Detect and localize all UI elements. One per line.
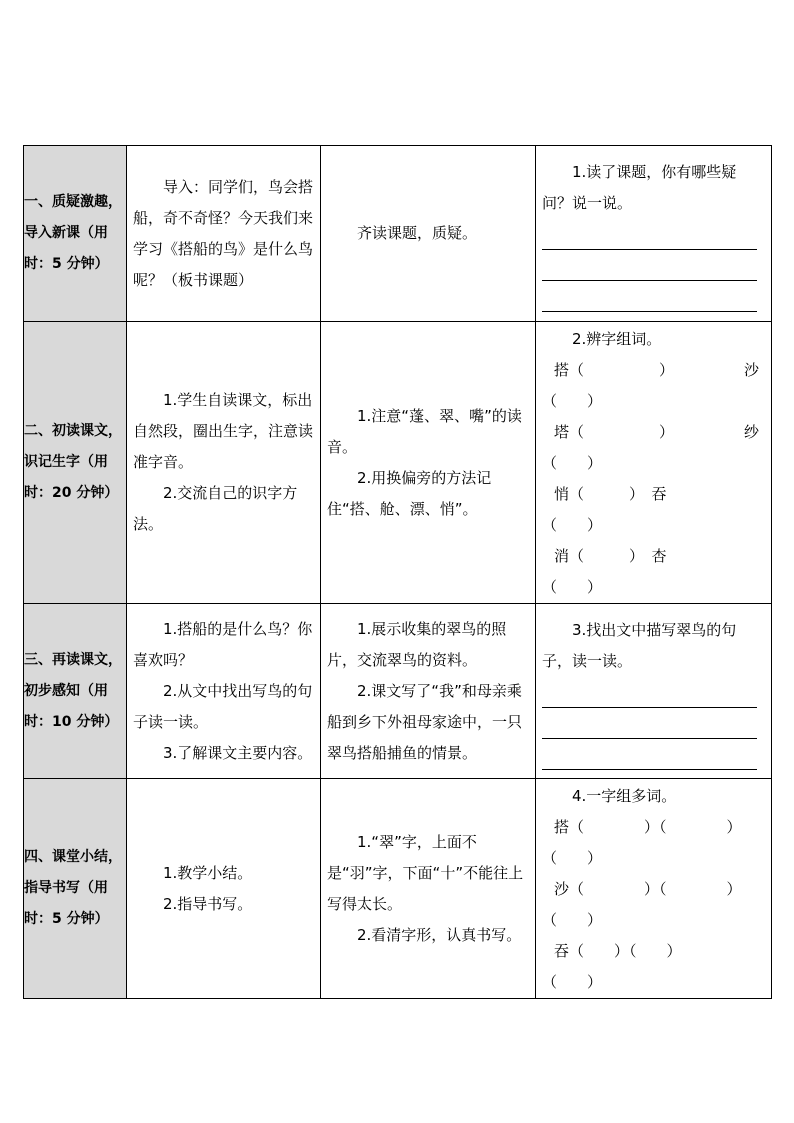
teacher-activity-text: 1.教学小结。: [163, 863, 253, 882]
exercise-cell: [536, 604, 772, 779]
answer-line[interactable]: [542, 739, 757, 770]
stage-cell: 一、质疑激趣，导入新课（用时：5 分钟）: [24, 146, 127, 322]
word-line[interactable]: 搭（ ）（ ）: [554, 818, 742, 836]
answer-bracket[interactable]: （ ）: [542, 454, 603, 472]
teacher-activity-text: 导入：同学们，鸟会搭船，奇不奇怪？今天我们来学习《搭船的鸟》是什么鸟呢？（板书课题）: [133, 177, 314, 289]
student-activity-text: 1.注意“蓬、翠、嘴”的读音。: [327, 406, 522, 456]
answer-line[interactable]: [542, 281, 757, 312]
answer-bracket[interactable]: （ ）: [542, 911, 603, 929]
answer-bracket[interactable]: （ ）: [542, 578, 603, 596]
stage-cell: 三、再读课文，初步感知（用时：10 分钟）: [24, 604, 127, 779]
answer-bracket[interactable]: （ ）: [542, 849, 603, 867]
exercise-cell: [536, 146, 772, 322]
word-line[interactable]: 悄（ ） 吞: [554, 485, 667, 503]
lesson-plan-table: [23, 145, 772, 999]
student-activity-text: 2.看清字形，认真书写。: [357, 925, 522, 944]
table-row: [24, 322, 772, 604]
exercise-question: 1.读了课题，你有哪些疑问？说一说。: [542, 163, 737, 212]
answer-bracket[interactable]: （ ）: [542, 973, 603, 991]
student-activity-cell: [321, 604, 536, 779]
exercise-question: 3.找出文中描写翠鸟的句子，读一读。: [542, 620, 737, 670]
exercise-cell: [536, 779, 772, 999]
table-row: [24, 146, 772, 322]
teacher-activity-text: 3.了解课文主要内容。: [163, 743, 313, 762]
teacher-activity-text: 2.从文中找出写鸟的句子读一读。: [133, 681, 313, 731]
student-activity-text: 1.“翠”字，上面不是“羽”字，下面“十”不能往上写得太长。: [327, 832, 524, 913]
student-activity-cell: [321, 146, 536, 322]
student-activity-text: 1.展示收集的翠鸟的照片，交流翠鸟的资料。: [327, 619, 507, 669]
teacher-activity-cell: [127, 146, 321, 322]
word-pair[interactable]: 搭（ ）: [554, 361, 675, 379]
answer-line[interactable]: [542, 250, 757, 281]
word-line[interactable]: 沙（ ）（ ）: [554, 880, 742, 898]
student-activity-cell: [321, 779, 536, 999]
word-line: [542, 355, 759, 386]
teacher-activity-text: 1.学生自读课文，标出自然段，圈出生字，注意读准字音。: [133, 391, 314, 471]
answer-bracket[interactable]: （ ）: [542, 516, 603, 534]
word-pair: 沙: [743, 361, 759, 379]
answer-line[interactable]: [542, 219, 757, 250]
teacher-activity-cell: [127, 322, 321, 604]
word-line[interactable]: 吞（ ）（ ）: [554, 942, 682, 960]
table-row: [24, 779, 772, 999]
teacher-activity-text: 2.交流自己的识字方法。: [133, 484, 298, 533]
word-line: [542, 417, 759, 448]
word-pair[interactable]: 塔（ ）: [554, 423, 675, 441]
answer-bracket[interactable]: （ ）: [542, 392, 603, 410]
answer-line[interactable]: [542, 677, 757, 708]
teacher-activity-text: 1.搭船的是什么鸟？你喜欢吗？: [133, 619, 313, 669]
exercise-cell: [536, 322, 772, 604]
student-activity-cell: [321, 322, 536, 604]
word-line[interactable]: 消（ ） 杏: [554, 547, 667, 565]
stage-cell: 二、初读课文，识记生字（用时：20 分钟）: [24, 322, 127, 604]
table-row: [24, 604, 772, 779]
student-activity-text: 2.课文写了“我”和母亲乘船到乡下外祖母家途中，一只翠鸟搭船捕鱼的情景。: [327, 681, 523, 762]
stage-cell: 四、课堂小结，指导书写（用时：5 分钟）: [24, 779, 127, 999]
word-pair: 纱: [743, 423, 759, 441]
exercise-question: 2.辨字组词。: [572, 330, 662, 348]
teacher-activity-text: 2.指导书写。: [163, 894, 253, 913]
exercise-question: 4.一字组多词。: [572, 787, 677, 805]
answer-line[interactable]: [542, 708, 757, 739]
teacher-activity-cell: [127, 779, 321, 999]
student-activity-text: 齐读课题，质疑。: [357, 224, 478, 242]
student-activity-text: 2.用换偏旁的方法记住“搭、舱、漂、悄”。: [327, 468, 492, 518]
teacher-activity-cell: [127, 604, 321, 779]
